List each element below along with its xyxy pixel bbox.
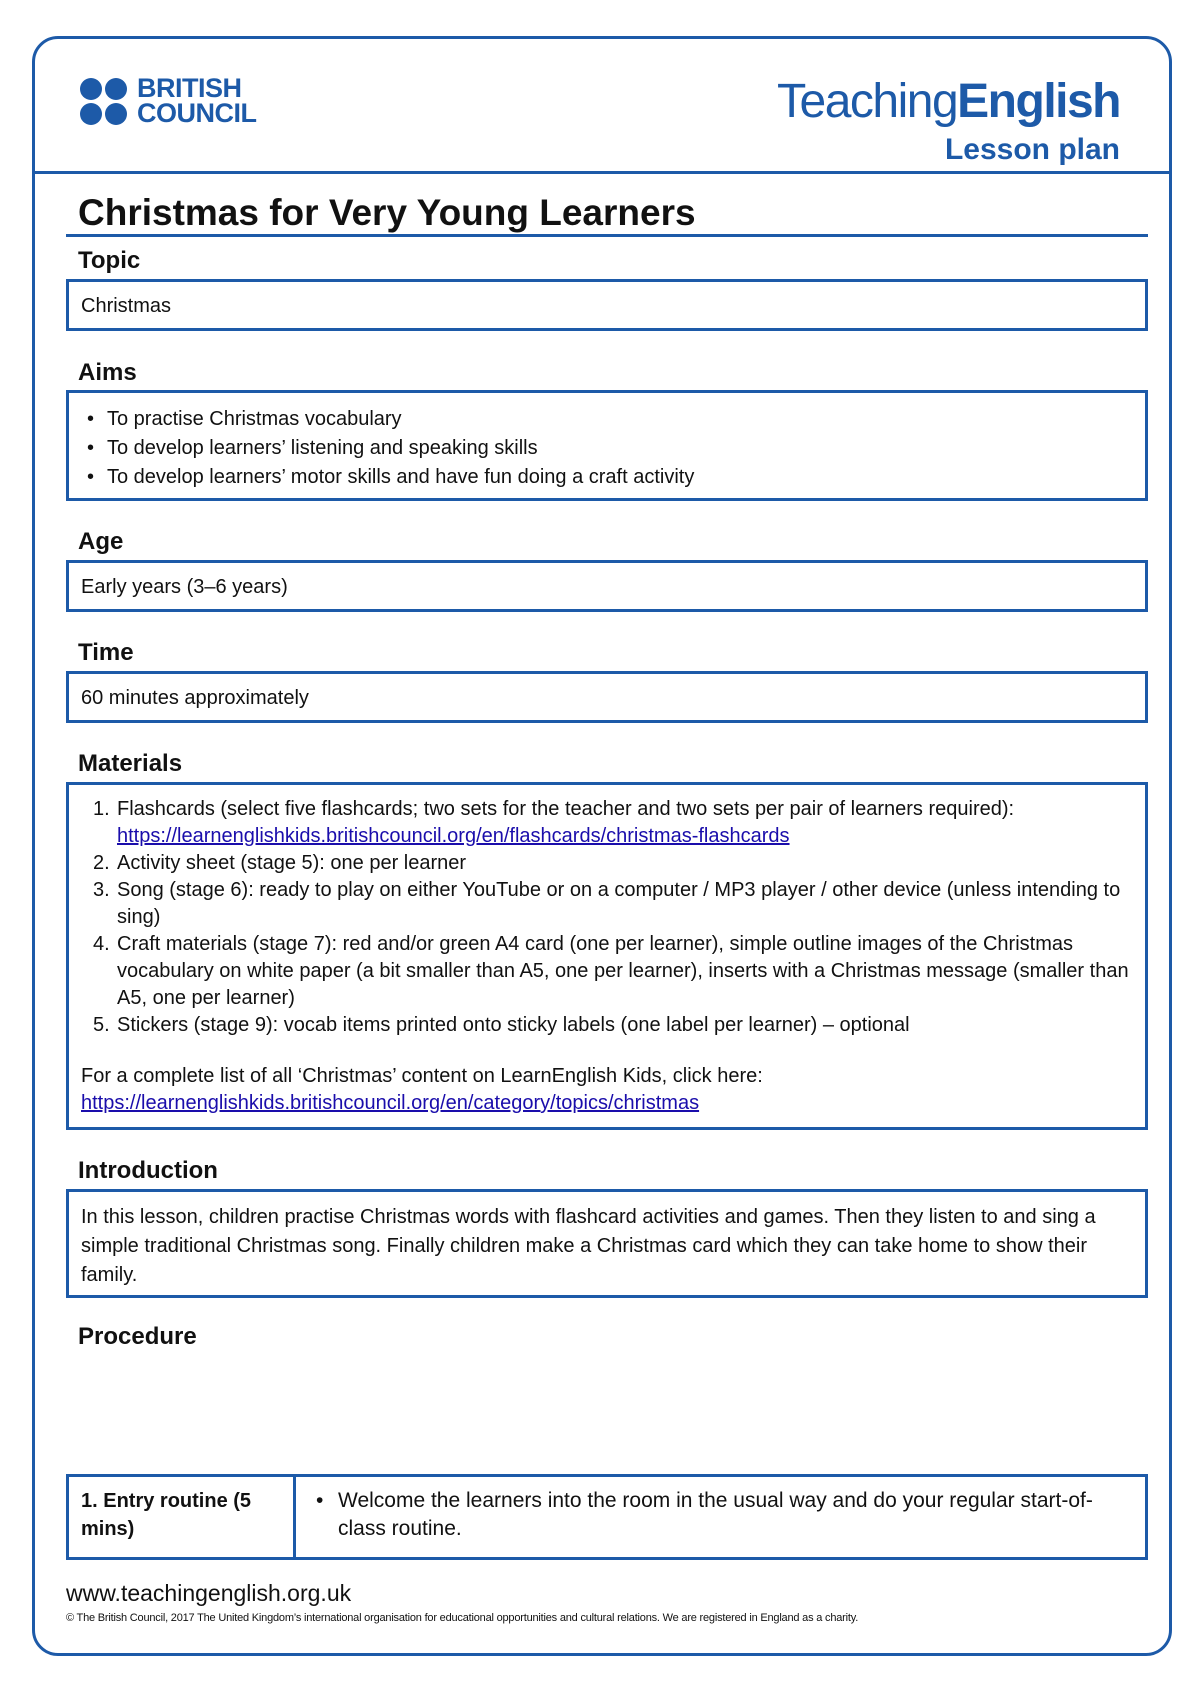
- aims-box: [66, 390, 1148, 501]
- introduction-heading: Introduction: [78, 1157, 218, 1184]
- list-item: [81, 1012, 1133, 1039]
- footer-url[interactable]: www.teachingenglish.org.uk: [66, 1580, 352, 1606]
- logo-line1: BRITISH: [137, 73, 242, 103]
- procedure-table: [66, 1474, 1148, 1560]
- brand-bold: English: [957, 75, 1120, 128]
- teaching-english-brand: [777, 76, 1120, 168]
- topic-text: Christmas: [81, 295, 172, 317]
- logo-line2: COUNCIL: [137, 98, 257, 128]
- procedure-heading: Procedure: [78, 1323, 197, 1350]
- brand-subtitle: Lesson plan: [944, 133, 1120, 166]
- materials-list: [81, 796, 1133, 1039]
- header-divider: [35, 171, 1169, 174]
- item-text: Activity sheet (stage 5): one per learner: [117, 852, 467, 874]
- aims-heading: Aims: [78, 359, 137, 386]
- footer-copyright: © The British Council, 2017 The United Kingdom’s international organisation for educational opportunities and cultural relations. We are registered in England as a charity.: [66, 1612, 859, 1624]
- age-text: Early years (3–6 years): [81, 576, 288, 598]
- materials-note: For a complete list of all ‘Christmas’ content on LearnEnglish Kids, click here:: [81, 1065, 763, 1087]
- list-item: • To develop learners’ listening and speaking skills: [81, 434, 1133, 463]
- aims-list: [81, 405, 1133, 492]
- introduction-box: [66, 1189, 1148, 1298]
- list-item: [81, 850, 1133, 877]
- topic-box: [66, 279, 1148, 331]
- item-number: 3.: [93, 879, 110, 901]
- brand-title: [777, 76, 1120, 128]
- item-number: 4.: [93, 933, 110, 955]
- age-heading: Age: [78, 528, 124, 555]
- title-underline: [66, 234, 1148, 237]
- item-text: Flashcards (select five flashcards; two sets for the teacher and two sets per pair of learners required):: [117, 798, 1015, 820]
- christmas-topic-link[interactable]: https://learnenglishkids.britishcouncil.org/en/category/topics/christmas: [81, 1092, 700, 1114]
- list-item: • Welcome the learners into the room in the usual way and do your regular start-of-class routine.: [310, 1487, 1131, 1543]
- logo-dots-icon: [80, 78, 127, 125]
- age-box: [66, 560, 1148, 612]
- list-item: • To develop learners’ motor skills and have fun doing a craft activity: [81, 463, 1133, 492]
- british-council-logo: [80, 73, 257, 128]
- page-title: Christmas for Very Young Learners: [78, 192, 696, 233]
- item-text: Craft materials (stage 7): red and/or green A4 card (one per learner), simple outline images of the Christmas vocabulary on white paper (a bit smaller than A5, one per learner), inserts with a Christmas message (smaller than A5, one per learner): [117, 933, 1129, 1009]
- topic-heading: Topic: [78, 247, 141, 274]
- materials-box: [66, 782, 1148, 1130]
- time-text: 60 minutes approximately: [81, 687, 309, 709]
- item-number: 2.: [93, 852, 110, 874]
- list-item: [81, 796, 1133, 850]
- flashcards-link[interactable]: https://learnenglishkids.britishcouncil.org/en/flashcards/christmas-flashcards: [117, 825, 790, 847]
- item-text: Stickers (stage 9): vocab items printed onto sticky labels (one label per learner) – optional: [117, 1014, 910, 1036]
- stage-label: 1. Entry routine (5 mins): [69, 1477, 296, 1557]
- item-number: 1.: [93, 798, 110, 820]
- item-text: Song (stage 6): ready to play on either YouTube or on a computer / MP3 player / other device (unless intending to sing): [117, 879, 1121, 928]
- list-item: [81, 931, 1133, 1012]
- logo-text: [137, 73, 257, 128]
- materials-heading: Materials: [78, 750, 183, 777]
- time-box: [66, 671, 1148, 723]
- stage-description: [296, 1477, 1145, 1557]
- list-item: • To practise Christmas vocabulary: [81, 405, 1133, 434]
- introduction-text: In this lesson, children practise Christmas words with flashcard activities and games. Then they listen to and sing a simple traditional Christmas song. Finally children make a Christmas card which they can take home to show their family.: [81, 1206, 1096, 1286]
- item-number: 5.: [93, 1014, 110, 1036]
- list-item: [81, 877, 1133, 931]
- brand-regular: Teaching: [777, 75, 958, 128]
- time-heading: Time: [78, 639, 134, 666]
